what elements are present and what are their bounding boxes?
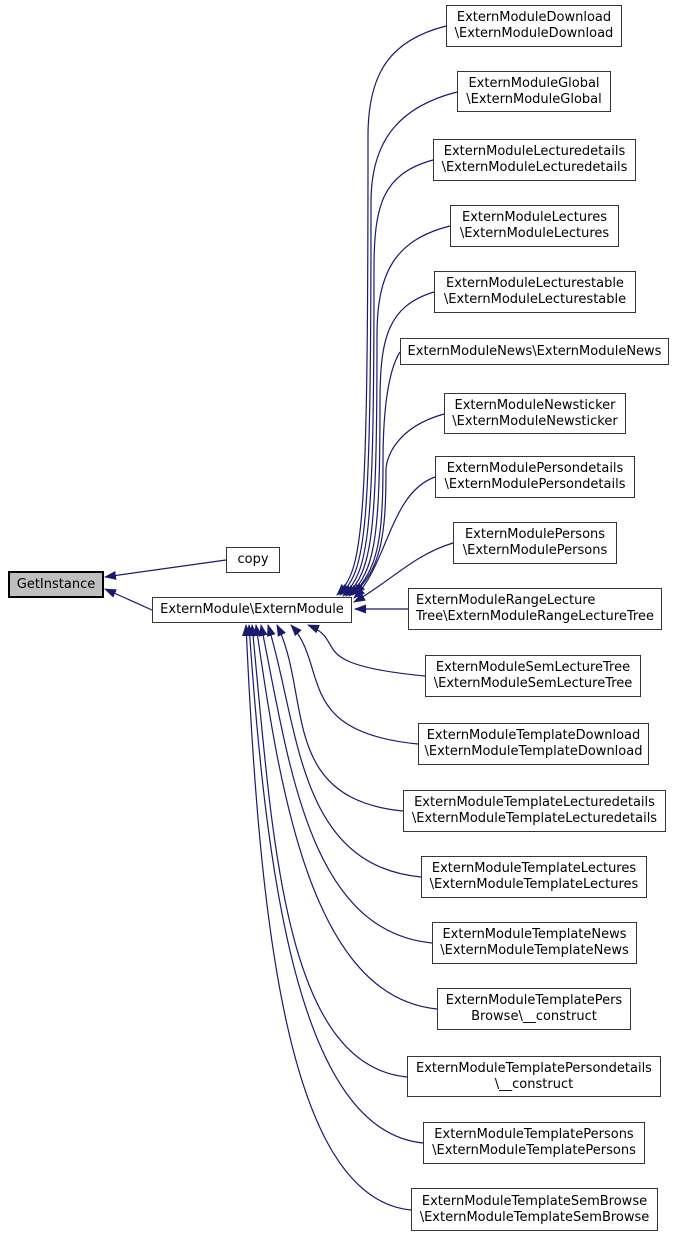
edge-templatelecturedetails-externmodule [277, 625, 403, 811]
node-lecturestable[interactable] [434, 271, 636, 313]
edge-download-externmodule [337, 26, 446, 595]
node-label: \ExternModuleTemplateLectures [429, 877, 639, 892]
edge-templatelectures-externmodule [268, 625, 421, 877]
node-label: ExternModuleTemplatePersondetails [416, 1060, 652, 1076]
node-label: \ExternModuleTemplateLecturedetails [411, 811, 658, 826]
node-semlecturetree[interactable] [425, 655, 641, 697]
node-templatepersbrowse[interactable] [437, 988, 631, 1030]
node-templatesembrowse[interactable] [411, 1188, 658, 1231]
node-templatepersondetails[interactable] [407, 1056, 661, 1097]
node-label: \ExternModuleGlobal [466, 91, 602, 107]
node-templatelectures[interactable] [421, 856, 647, 898]
node-label: ExternModule\ExternModule [160, 602, 344, 617]
node-label: ExternModuleTemplatePersons [434, 1127, 634, 1142]
node-label: ExternModuleGlobal [468, 75, 600, 91]
node-label: \ExternModuleLecturestable [443, 292, 627, 307]
node-persons[interactable] [453, 522, 617, 564]
node-label: \ExternModuleSemLectureTree [433, 676, 633, 691]
node-templatepersons[interactable] [423, 1122, 645, 1164]
node-externmodule[interactable] [152, 597, 352, 623]
node-lectures[interactable] [450, 205, 619, 247]
node-label: ExternModuleTemplateLectures [431, 861, 637, 876]
node-label: \ExternModuleTemplatePersons [432, 1143, 636, 1158]
edge-templatepersons-externmodule [249, 625, 423, 1143]
node-label: ExternModuleSemLectureTree [435, 660, 631, 675]
node-label: ExternModuleTemplateSemBrowse [421, 1193, 648, 1209]
node-label: \ExternModuleTemplateNews [440, 943, 629, 958]
node-label: ExternModuleTemplateLecturedetails [414, 795, 655, 810]
node-label: \ExternModulePersondetails [444, 477, 626, 492]
node-newsticker[interactable] [444, 393, 626, 434]
node-label: copy [237, 552, 269, 567]
node-templatelecturedetails[interactable] [403, 790, 666, 832]
edge-copy-getinstance [105, 560, 226, 577]
node-label: \ExternModulePersons [462, 543, 608, 558]
node-persondetails[interactable] [435, 456, 635, 498]
node-label: \ExternModuleTemplateSemBrowse [419, 1209, 650, 1225]
edge-templatepersondetails-externmodule [252, 625, 407, 1077]
node-label: ExternModuleTemplateDownload [426, 728, 641, 743]
node-copy[interactable] [226, 547, 280, 573]
edge-templatedownload-externmodule [291, 625, 418, 744]
node-label: ExternModuleRangeLecture [416, 593, 596, 608]
node-label: ExternModuleTemplatePers [445, 993, 623, 1008]
node-label: \ExternModuleLectures [459, 226, 610, 241]
edge-lecturedetails-externmodule [343, 160, 433, 596]
node-lecturedetails[interactable] [433, 139, 636, 181]
node-label: GetInstance [16, 576, 96, 592]
node-label: Tree\ExternModuleRangeLectureTree [416, 609, 654, 624]
edge-templatenews-externmodule [261, 625, 432, 943]
node-label: \ExternModuleLecturedetails [441, 160, 628, 175]
edge-templatesembrowse-externmodule [246, 625, 411, 1210]
node-label: \ExternModuleNewsticker [452, 413, 618, 429]
node-download[interactable] [446, 5, 622, 47]
edge-semlecturetree-externmodule [308, 625, 425, 676]
node-label: ExternModuleLecturestable [446, 276, 624, 291]
node-label: ExternModuleNews\ExternModuleNews [407, 343, 662, 359]
node-label: ExternModulePersondetails [446, 461, 624, 476]
node-getinstance[interactable] [8, 571, 104, 598]
node-label: \ExternModuleTemplateDownload [424, 744, 643, 759]
node-global[interactable] [457, 71, 611, 112]
node-rangelecturetree[interactable] [408, 588, 662, 630]
node-label: ExternModuleDownload [456, 10, 612, 25]
node-templatenews[interactable] [432, 922, 637, 964]
node-templatedownload[interactable] [418, 723, 649, 765]
node-label: Browse\__construct [471, 1009, 597, 1024]
node-label: ExternModuleLecturedetails [443, 144, 626, 159]
node-label: ExternModulePersons [464, 527, 606, 542]
node-label: ExternModuleNewsticker [454, 397, 616, 413]
node-label: ExternModuleTemplateNews [442, 927, 627, 942]
node-label: \__construct [494, 1076, 574, 1092]
node-news[interactable] [400, 338, 669, 365]
node-label: \ExternModuleDownload [454, 26, 614, 41]
node-label: ExternModuleLectures [462, 210, 607, 225]
edge-externmodule-getinstance [105, 589, 152, 610]
